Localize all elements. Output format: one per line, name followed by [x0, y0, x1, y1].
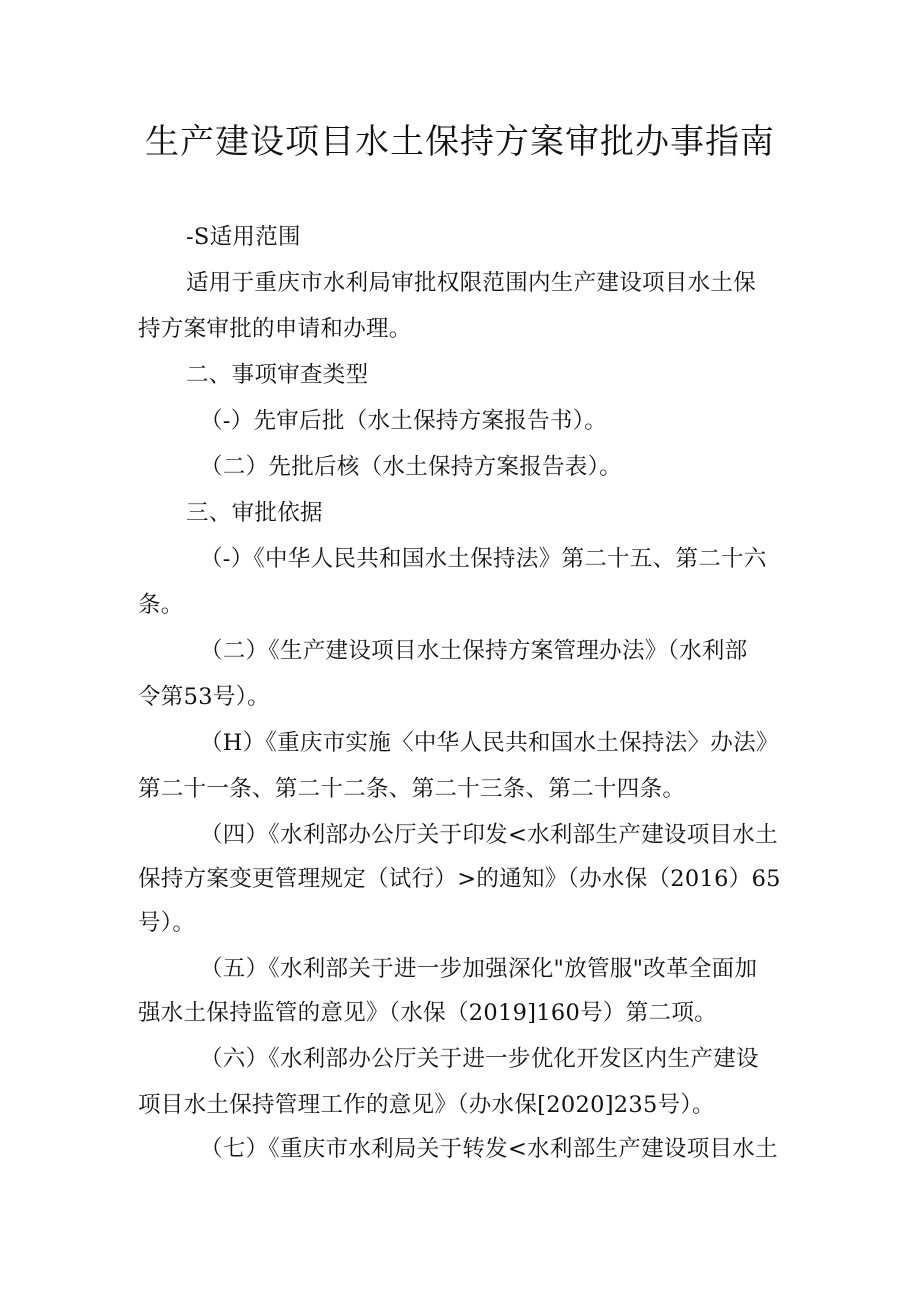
- list-item-continuation: 令第53号）。: [138, 684, 270, 710]
- section-heading-scope: -S适用范围: [186, 224, 301, 250]
- list-item-continuation: 强水土保持监管的意见》（水保（2019]160号）第二项。: [138, 1000, 717, 1026]
- document-title: 生产建设项目水土保持方案审批办事指南: [145, 122, 775, 162]
- paragraph-line: 持方案审批的申请和办理。: [138, 316, 412, 342]
- list-item: （二）先批后核（水土保持方案报告表）。: [200, 454, 622, 480]
- list-item: （-）《中华人民共和国水土保持法》第二十五、第二十六: [200, 546, 767, 572]
- list-item: （二）《生产建设项目水土保持方案管理办法》（水利部: [200, 638, 748, 664]
- list-item-continuation: 项目水土保持管理工作的意见》（办水保[2020]235号）。: [138, 1092, 715, 1118]
- list-item: （-）先审后批（水土保持方案报告书）。: [200, 408, 608, 434]
- list-item-continuation: 第二十一条、第二十二条、第二十三条、第二十四条。: [138, 776, 686, 802]
- list-item-continuation: 条。: [138, 592, 184, 618]
- list-item-continuation: 号）。: [138, 910, 196, 936]
- paragraph-line: 适用于重庆市水利局审批权限范围内生产建设项目水土保: [186, 270, 757, 296]
- list-item: （六）《水利部办公厅关于进一步优化开发区内生产建设: [200, 1046, 759, 1072]
- list-item: （五）《水利部关于进一步加强深化"放管服"改革全面加: [200, 956, 758, 982]
- list-item: （H）《重庆市实施〈中华人民共和国水土保持法〉办法》: [200, 730, 779, 756]
- list-item: （四）《水利部办公厅关于印发<水利部生产建设项目水土: [200, 822, 778, 848]
- section-heading-type: 二、事项审查类型: [186, 362, 369, 388]
- section-heading-basis: 三、审批依据: [186, 500, 323, 526]
- list-item-continuation: 保持方案变更管理规定（试行）>的通知》（办水保（2016）65: [138, 866, 781, 892]
- list-item: （七）《重庆市水利局关于转发<水利部生产建设项目水土: [200, 1136, 778, 1162]
